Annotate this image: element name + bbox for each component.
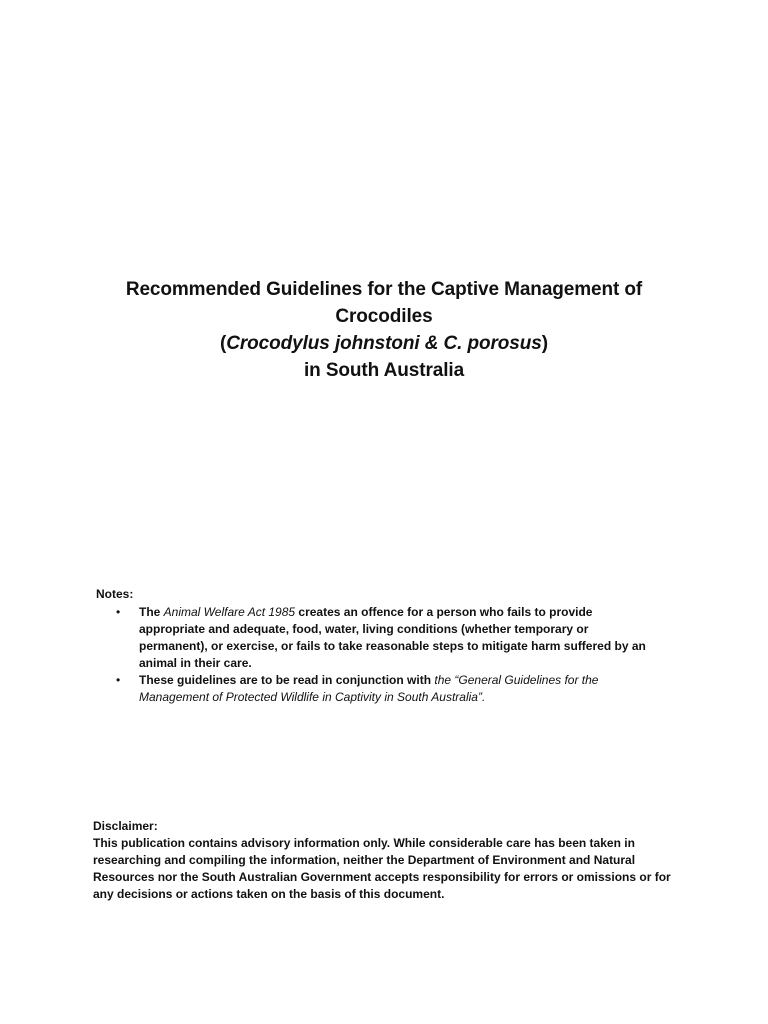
disclaimer-heading: Disclaimer: <box>93 819 158 833</box>
title-paren-close: ) <box>541 333 548 354</box>
title-line-2: Crocodiles <box>335 306 433 327</box>
guidelines-reference: the “General Guidelines for the Management of Protected Wildlife in Captivity in South Australia”. <box>139 673 599 704</box>
notes-item-pre: These guidelines are to be read in conjunction with <box>139 673 435 687</box>
notes-item-pre: The <box>139 605 164 619</box>
notes-item-post: creates an offence for a person who fails to provide appropriate and adequate, food, water, living conditions (whether temporary or permanent), or exercise, or fails to take reasonable steps to mitigate harm suffered by an animal in their care. <box>139 605 646 670</box>
notes-item-text <box>139 673 598 704</box>
notes-item <box>96 672 656 706</box>
title-paren-open: ( <box>220 333 227 354</box>
notes-item-text <box>139 605 646 670</box>
title-line-4: in South Australia <box>303 360 465 381</box>
notes-item <box>96 604 656 672</box>
disclaimer-body: This publication contains advisory information only. While considerable care has been taken in researching and compiling the information, neither the Department of Environment and Natural Resources nor the South Australian Government accepts responsibility for errors or omissions or for any decisions or actions taken on the basis of this document. <box>93 836 671 901</box>
disclaimer-section <box>93 818 683 903</box>
bullet-icon: • <box>116 605 121 619</box>
species-names: Crocodylus johnstoni & C. porosus <box>226 333 542 354</box>
title-line-3 <box>60 330 708 357</box>
title-line-1: Recommended Guidelines for the Captive Management of <box>125 279 643 300</box>
notes-list <box>96 604 656 706</box>
bullet-icon: • <box>116 673 121 687</box>
notes-section <box>96 586 656 706</box>
notes-heading: Notes: <box>96 587 134 601</box>
document-title <box>60 276 708 384</box>
act-name: Animal Welfare Act 1985 <box>163 605 296 619</box>
